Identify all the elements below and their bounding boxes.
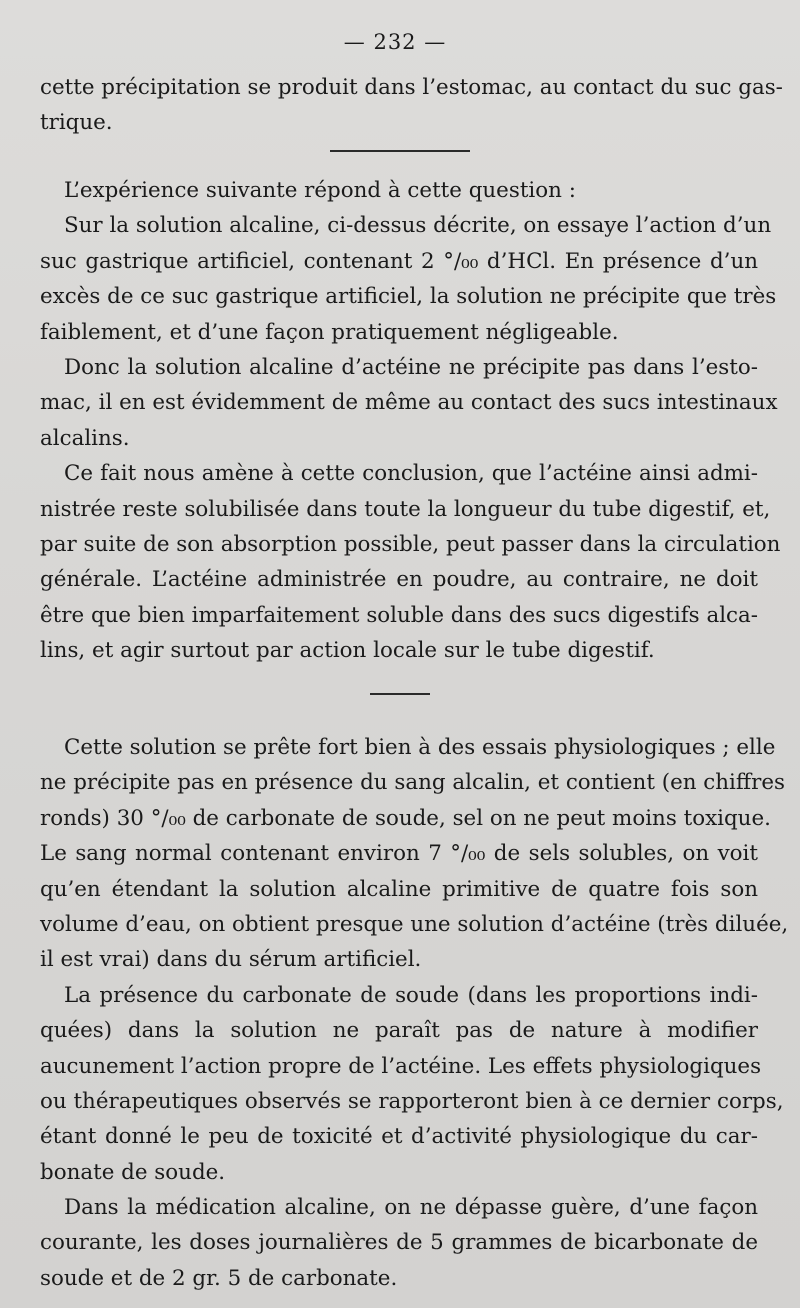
text-line: Le sang normal contenant environ 7 °/₀₀ de sels solubles, on voit [40,841,758,867]
text-line: Sur la solution alcaline, ci-dessus décrite, on essaye l’action d’un [64,213,772,239]
paragraph [40,208,777,350]
paragraph [40,978,784,1190]
text-line: qu’en étendant la solution alcaline primitive de quatre fois son [40,876,758,902]
paragraph [40,173,758,208]
page-number: — 232 — [343,30,447,54]
text-line: courante, les doses journalières de 5 grammes de bicarbonate de [40,1230,758,1256]
paragraph [40,350,778,456]
text-line: L’expérience suivante répond à cette question : [64,178,576,203]
text-line: cette précipitation se produit dans l’estomac, au contact du suc gas- [40,75,783,100]
text-block-experiment [40,173,781,668]
text-line: volume d’eau, on obtient presque une solution d’actéine (très diluée, [40,911,789,937]
text-line: Ce fait nous amène à cette conclusion, que l’actéine ainsi admi- [64,461,758,487]
text-line: ou thérapeutiques observés se rapporteront bien à ce dernier corps, [40,1088,784,1114]
text-block-continuation [40,70,783,141]
section-separator [370,693,430,695]
paragraph [40,1190,758,1296]
text-line: ronds) 30 °/₀₀ de carbonate de soude, sel on ne peut moins toxique. [40,805,771,831]
text-line: soude et de 2 gr. 5 de carbonate. [40,1265,398,1291]
text-line: aucunement l’action propre de l’actéine. Les effets physiologiques [40,1053,762,1079]
section-separator [330,150,470,152]
text-line: Cette solution se prête fort bien à des essais physiologiques ; elle [64,735,776,760]
text-line: quées) dans la solution ne paraît pas de nature à modifier [40,1018,758,1044]
text-line: étant donné le peu de toxicité et d’activité physiologique du car- [40,1124,758,1150]
text-line: Dans la médication alcaline, on ne dépasse guère, d’une façon [64,1195,758,1221]
text-block-physiology [40,730,789,1296]
text-line: bonate de soude. [40,1159,226,1185]
text-line: ne précipite pas en présence du sang alcalin, et contient (en chiffres [40,770,785,796]
text-line: alcalins. [40,425,130,451]
text-line: il est vrai) dans du sérum artificiel. [40,947,422,973]
text-line: lins, et agir surtout par action locale sur le tube digestif. [40,638,655,664]
paragraph [40,730,789,978]
text-line: trique. [40,110,113,136]
text-line: suc gastrique artificiel, contenant 2 °/₀₀ d’HCl. En présence d’un [40,248,758,274]
text-line: par suite de son absorption possible, peut passer dans la circulation [40,531,781,557]
text-line: Donc la solution alcaline d’actéine ne précipite pas dans l’esto- [64,354,758,380]
text-line: être que bien imparfaitement soluble dans des sucs digestifs alca- [40,602,758,628]
text-line: nistrée reste solubilisée dans toute la longueur du tube digestif, et, [40,496,771,522]
text-line: mac, il en est évidemment de même au contact des sucs intestinaux [40,390,778,416]
paragraph [40,456,781,668]
text-line: générale. L’actéine administrée en poudre, au contraire, ne doit [40,567,758,593]
text-line: excès de ce suc gastrique artificiel, la solution ne précipite que très [40,284,777,310]
text-line: faiblement, et d’une façon pratiquement négligeable. [40,319,619,345]
text-line: La présence du carbonate de soude (dans les proportions indi- [64,982,758,1008]
